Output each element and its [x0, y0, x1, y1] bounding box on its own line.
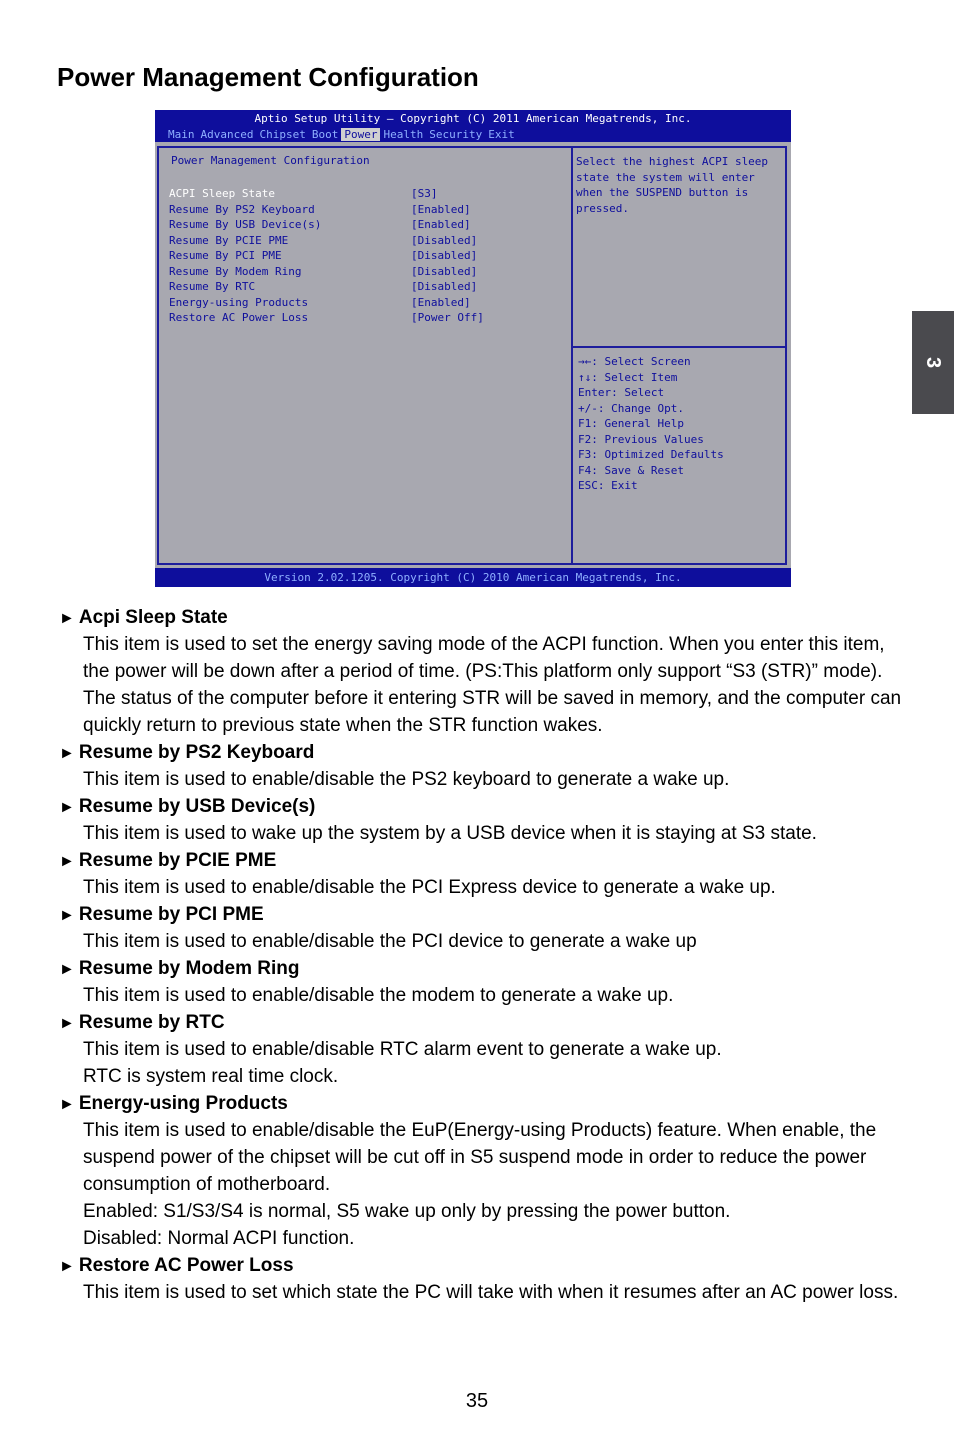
bios-setting-value[interactable]: [Disabled]: [411, 249, 478, 262]
item-heading: [59, 1255, 294, 1277]
bios-tab-boot[interactable]: Boot: [311, 128, 339, 141]
item-paragraph: RTC is system real time clock.: [83, 1066, 339, 1087]
bios-setting-row[interactable]: [169, 203, 569, 218]
bios-key-hint: Enter: Select: [578, 386, 665, 399]
bios-key-hint: ESC: Exit: [578, 479, 638, 492]
bios-setting-value[interactable]: [Enabled]: [411, 295, 471, 309]
item-heading-text: Energy-using Products: [78, 1093, 288, 1114]
bios-tab-exit[interactable]: Exit: [488, 128, 515, 141]
item-body: [83, 1117, 905, 1252]
bios-setting-row[interactable]: [169, 280, 569, 295]
item-body: [83, 982, 905, 1009]
bios-key-legend: [578, 354, 724, 494]
item-body: [83, 766, 905, 793]
bios-help-text: Select the highest ACPI sleep state the system will enter when the SUSPEND button is pressed.: [576, 155, 769, 215]
bios-setting-label: Energy-using Products: [169, 295, 309, 309]
bios-setting-value[interactable]: [Enabled]: [411, 202, 471, 216]
bios-tab-advanced[interactable]: Advanced: [200, 128, 254, 141]
bios-menu-bar: [165, 128, 518, 141]
bios-setting-value[interactable]: [Enabled]: [411, 218, 471, 231]
item-body: [83, 1036, 905, 1090]
triangle-bullet-icon: ►: [59, 1096, 75, 1113]
item-body: [83, 631, 905, 739]
item-heading-text: Resume by PCI PME: [78, 904, 264, 925]
item-paragraph: This item is used to enable/disable RTC alarm event to generate a wake up.: [83, 1039, 722, 1060]
bios-screenshot: [155, 110, 791, 587]
bios-key-hint: +/-: Change Opt.: [578, 401, 684, 415]
triangle-bullet-icon: ►: [59, 961, 75, 978]
bios-key-hint: →←: Select Screen: [578, 355, 691, 368]
bios-setting-label: Resume By USB Device(s): [169, 218, 322, 231]
bios-setting-value[interactable]: [Disabled]: [411, 264, 478, 278]
item-paragraph: This item is used to enable/disable the EuP(Energy-using Products) feature. When enable, the suspend power of the chipset will be cut off in S5 suspend mode in order to reduce the power consumption of motherboard.: [83, 1120, 877, 1195]
item-heading: [59, 742, 314, 764]
item-heading-text: Resume by Modem Ring: [78, 958, 300, 979]
triangle-bullet-icon: ►: [59, 907, 75, 924]
triangle-bullet-icon: ►: [59, 745, 75, 762]
bios-tab-security[interactable]: Security: [429, 128, 483, 141]
item-heading-text: Acpi Sleep State: [78, 607, 228, 628]
item-paragraph: This item is used to enable/disable the PCI Express device to generate a wake up.: [83, 877, 776, 898]
bios-setting-label: Restore AC Power Loss: [169, 311, 309, 324]
bios-tab-chipset[interactable]: Chipset: [259, 128, 306, 141]
triangle-bullet-icon: ►: [59, 610, 75, 627]
item-body: [83, 820, 905, 847]
item-heading-text: Resume by USB Device(s): [78, 796, 316, 817]
item-heading: [59, 1093, 288, 1115]
triangle-bullet-icon: ►: [59, 1258, 75, 1275]
bios-tab-health[interactable]: Health: [383, 128, 424, 141]
bios-setting-label: Resume By Modem Ring: [169, 264, 302, 278]
bios-setting-value[interactable]: [Disabled]: [411, 280, 478, 293]
item-paragraph: This item is used to wake up the system by a USB device when it is staying at S3 state.: [83, 823, 817, 844]
bios-section-title: Power Management Configuration: [171, 154, 370, 167]
item-paragraph: This item is used to enable/disable the modem to generate a wake up.: [83, 985, 674, 1006]
bios-setting-label: ACPI Sleep State: [169, 187, 275, 200]
bios-setting-row[interactable]: [169, 311, 569, 326]
bios-setting-row[interactable]: [169, 234, 569, 249]
page-title: Power Management Configuration: [57, 62, 479, 92]
item-heading: [59, 607, 228, 629]
bios-setting-row[interactable]: [169, 218, 569, 233]
triangle-bullet-icon: ►: [59, 1015, 75, 1032]
bios-setting-label: Resume By RTC: [169, 280, 256, 293]
bios-tab-power[interactable]: Power: [341, 128, 380, 141]
bios-divider-vertical: [571, 146, 573, 565]
chapter-tab: [912, 311, 954, 414]
page-number: 35: [465, 1390, 489, 1412]
chapter-number: 3: [922, 356, 945, 369]
item-heading: [59, 904, 264, 926]
item-paragraph: Disabled: Normal ACPI function.: [83, 1228, 355, 1249]
item-heading-text: Resume by RTC: [78, 1012, 225, 1033]
bios-setting-row[interactable]: [169, 296, 569, 311]
item-heading-text: Resume by PCIE PME: [78, 850, 277, 871]
triangle-bullet-icon: ►: [59, 799, 75, 816]
bios-divider-horizontal: [573, 346, 787, 348]
item-heading-text: Resume by PS2 Keyboard: [78, 742, 315, 763]
bios-setting-row[interactable]: [169, 187, 569, 202]
triangle-bullet-icon: ►: [59, 853, 75, 870]
bios-key-hint: F4: Save & Reset: [578, 463, 684, 477]
item-heading: [59, 1012, 225, 1034]
item-paragraph: This item is used to enable/disable the PCI device to generate a wake up: [83, 931, 697, 952]
bios-title: Aptio Setup Utility – Copyright (C) 2011 American Megatrends, Inc.: [254, 112, 692, 125]
item-heading: [59, 958, 300, 980]
item-body: [83, 928, 905, 955]
bios-footer: Version 2.02.1205. Copyright (C) 2010 American Megatrends, Inc.: [155, 568, 791, 587]
bios-header: [155, 110, 791, 142]
item-heading: [59, 850, 276, 872]
item-body: [83, 874, 905, 901]
item-paragraph: Enabled: S1/S3/S4 is normal, S5 wake up only by pressing the power button.: [83, 1201, 731, 1222]
bios-setting-row[interactable]: [169, 265, 569, 280]
bios-key-hint: F1: General Help: [578, 417, 684, 430]
item-heading-text: Restore AC Power Loss: [78, 1255, 294, 1276]
bios-setting-value[interactable]: [S3]: [411, 187, 438, 200]
bios-setting-label: Resume By PCIE PME: [169, 233, 289, 247]
bios-setting-value[interactable]: [Power Off]: [411, 311, 484, 324]
bios-setting-row[interactable]: [169, 249, 569, 264]
bios-key-hint: ↑↓: Select Item: [578, 370, 678, 384]
item-paragraph: This item is used to set which state the PC will take with when it resumes after an AC power loss.: [83, 1282, 899, 1303]
bios-key-hint: F2: Previous Values: [578, 432, 704, 446]
bios-key-hint: F3: Optimized Defaults: [578, 448, 724, 461]
item-paragraph: This item is used to enable/disable the PS2 keyboard to generate a wake up.: [83, 769, 730, 790]
item-heading: [59, 796, 315, 818]
bios-setting-label: Resume By PS2 Keyboard: [169, 202, 315, 216]
bios-tab-main[interactable]: Main: [168, 128, 195, 141]
bios-setting-value[interactable]: [Disabled]: [411, 233, 478, 247]
item-paragraph: This item is used to set the energy saving mode of the ACPI function. When you enter this item, the power will be down after a period of time. (PS:This platform only support “S3 (STR)” mode). The status of the computer before it entering STR will be saved in memory, and the computer can quickly return to previous state when the STR function wakes.: [83, 634, 902, 736]
item-body: [83, 1279, 905, 1306]
bios-setting-label: Resume By PCI PME: [169, 249, 282, 262]
